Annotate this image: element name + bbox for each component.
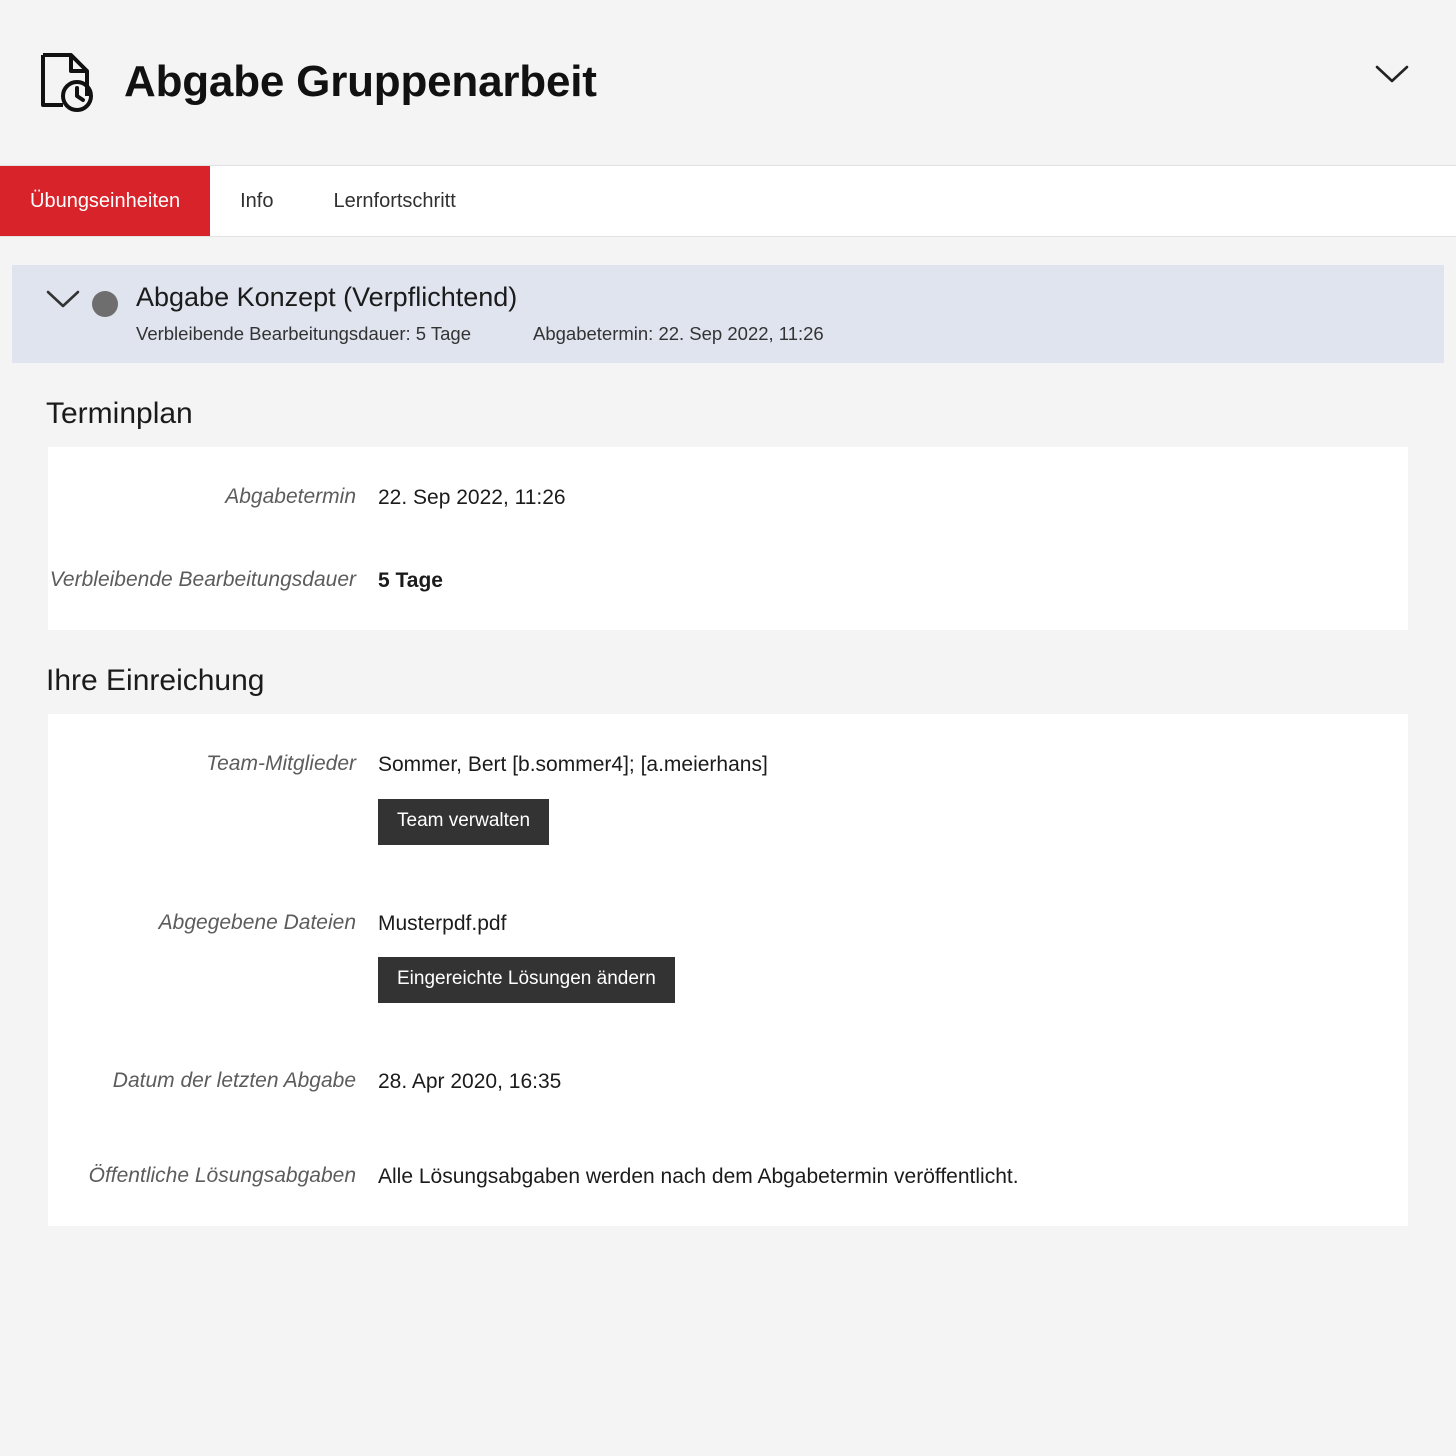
status-dot-icon: [92, 291, 118, 317]
unit-remaining-time: Verbleibende Bearbeitungsdauer: 5 Tage: [136, 323, 471, 345]
unit-deadline: Abgabetermin: 22. Sep 2022, 11:26: [532, 323, 824, 345]
table-row: [48, 740, 1408, 852]
unit-header[interactable]: [12, 265, 1444, 363]
row-value: 28. Apr 2020, 16:35: [378, 1070, 562, 1094]
section-title-schedule: Terminplan: [46, 397, 193, 431]
unit-text-block: [136, 281, 824, 345]
row-label: Verbleibende Bearbeitungsdauer: [49, 567, 356, 591]
unit-meta: [136, 323, 824, 345]
team-value-block: [378, 748, 768, 844]
row-value: 5 Tage: [378, 568, 443, 592]
row-label: Team-Mitglieder: [206, 752, 356, 776]
manage-team-button[interactable]: Team verwalten: [378, 799, 549, 845]
row-value: 22. Sep 2022, 11:26: [378, 486, 566, 510]
page-header: [0, 0, 1456, 166]
row-spacer: [48, 522, 1408, 556]
table-row: [48, 1057, 1408, 1106]
tab-bar: [0, 166, 1456, 237]
tab-uebungseinheiten[interactable]: Übungseinheiten: [0, 166, 210, 236]
row-label: Öffentliche Lösungsabgaben: [88, 1163, 356, 1187]
row-value: Sommer, Bert [b.sommer4]; [a.meierhans]: [378, 753, 768, 777]
files-value-block: [378, 907, 675, 1003]
section-title-submission: Ihre Einreichung: [46, 664, 265, 698]
table-row: [48, 1152, 1408, 1201]
row-spacer: [48, 1106, 1408, 1152]
table-row: [48, 473, 1408, 522]
tab-info[interactable]: Info: [210, 166, 303, 236]
submission-panel: [48, 714, 1408, 1226]
tab-lernfortschritt[interactable]: Lernfortschritt: [303, 166, 485, 236]
row-spacer: [48, 853, 1408, 899]
content-area: [0, 237, 1456, 1296]
chevron-down-icon[interactable]: [46, 289, 92, 314]
footer-spacer: [12, 1226, 1444, 1296]
row-spacer: [48, 1011, 1408, 1057]
row-label: Abgegebene Dateien: [158, 910, 356, 934]
unit-title: Abgabe Konzept (Verpflichtend): [136, 282, 518, 312]
submitted-file-name: Musterpdf.pdf: [378, 911, 507, 935]
schedule-panel: [48, 447, 1408, 630]
document-clock-icon: [34, 51, 98, 115]
page-title: Abgabe Gruppenarbeit: [124, 57, 597, 107]
row-label: Datum der letzten Abgabe: [112, 1069, 356, 1093]
chevron-down-icon[interactable]: [1374, 62, 1410, 86]
edit-submissions-button[interactable]: Eingereichte Lösungen ändern: [378, 957, 675, 1003]
table-row: [48, 899, 1408, 1011]
row-label: Abgabetermin: [225, 485, 356, 509]
table-row: [48, 556, 1408, 605]
row-value: Alle Lösungsabgaben werden nach dem Abgabetermin veröffentlicht.: [378, 1164, 1019, 1188]
